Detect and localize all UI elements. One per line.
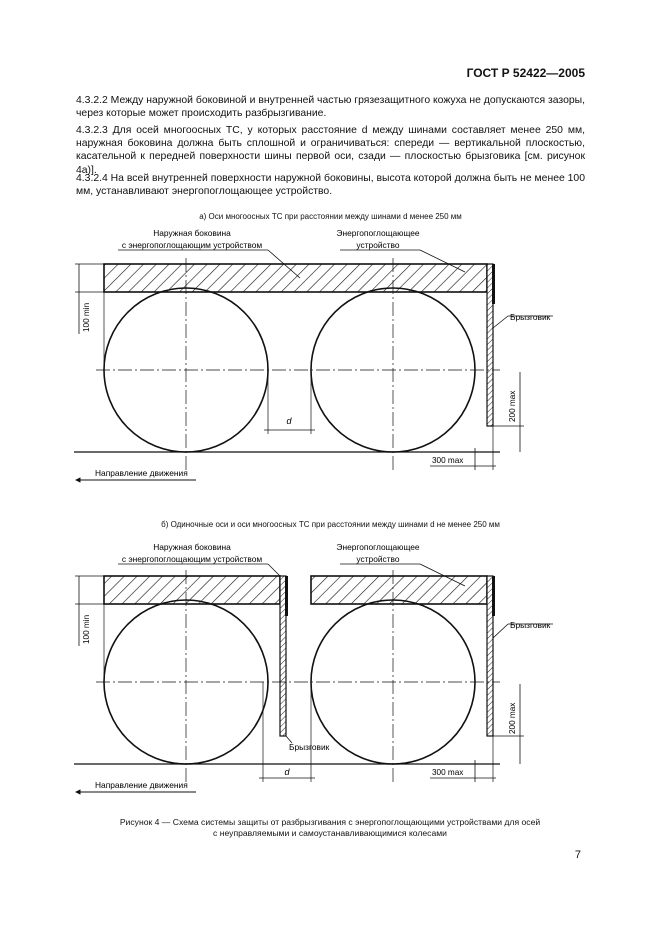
document-code: ГОСТ Р 52422—2005 (466, 66, 585, 80)
dim-300-max: 300 max (432, 456, 464, 465)
dim-300-max-b: 300 max (432, 768, 464, 777)
label-absorber-line1-b: Энергопоглощающее (336, 542, 420, 552)
page-number: 7 (574, 849, 581, 861)
label-sidewall-line2-b: с энергопоглощающим устройством (121, 554, 263, 564)
label-sidewall-line1: Наружная боковина (153, 228, 231, 238)
paragraph-text: 4.3.2.2 Между наружной боковиной и внутренней частью грязезащитного кожуха не допускаются зазоры, через которые может происходить разбрызгивание. (76, 95, 585, 120)
dim-200-max: 200 max (508, 390, 517, 422)
figure-caption-line1: Рисунок 4 — Схема системы защиты от разбрызгивания с энергопоглощающими устройствами для осей (119, 817, 541, 827)
figure-b-caption: б) Одиночные оси и оси многоосных ТС при расстоянии между шинами d не менее 250 мм (161, 520, 500, 529)
dim-d: d (286, 416, 292, 426)
dim-d-b: d (284, 767, 290, 777)
dim-100-min-b: 100 min (82, 614, 91, 644)
label-mudflap-mid: Брызговик (289, 742, 330, 752)
direction-label-b: Направление движения (95, 780, 188, 790)
dim-200-max-b: 200 max (508, 702, 517, 734)
label-sidewall-line2: с энергопоглощающим устройством (121, 240, 263, 250)
label-absorber-line1: Энергопоглощающее (336, 228, 420, 238)
dim-100-min: 100 min (82, 302, 91, 332)
label-mudflap-right: Брызговик (510, 620, 551, 630)
paragraph-text: 4.3.2.3 Для осей многоосных ТС, у которых расстояние d между шинами составляет менее 250 мм, наружная боковина должна быть сплошной и ограничиваться: спереди — вертикальной плоскостью, касательной к передней поверхности шины первой оси, сзади — плоскостью брызговика [см. рисунок 4а)]. (76, 125, 585, 176)
label-mudflap: Брызговик (510, 312, 551, 322)
paragraph-text: 4.3.2.4 На всей внутренней поверхности наружной боковины, высота которой должна быть не менее 100 мм, устанавливают энергопоглощающее устройство. (76, 173, 585, 198)
label-absorber-line2: устройство (356, 240, 400, 250)
figure-a-caption: а) Оси многоосных ТС при расстоянии между шинами d менее 250 мм (199, 212, 462, 221)
label-sidewall-line1-b: Наружная боковина (153, 542, 231, 552)
sidewall-hatched (104, 264, 487, 292)
figure-caption-line2: с неуправляемыми и самоустанавливающимися колесами (213, 828, 447, 838)
direction-label: Направление движения (95, 468, 188, 478)
figure-caption (60, 817, 600, 839)
label-absorber-line2-b: устройство (356, 554, 400, 564)
